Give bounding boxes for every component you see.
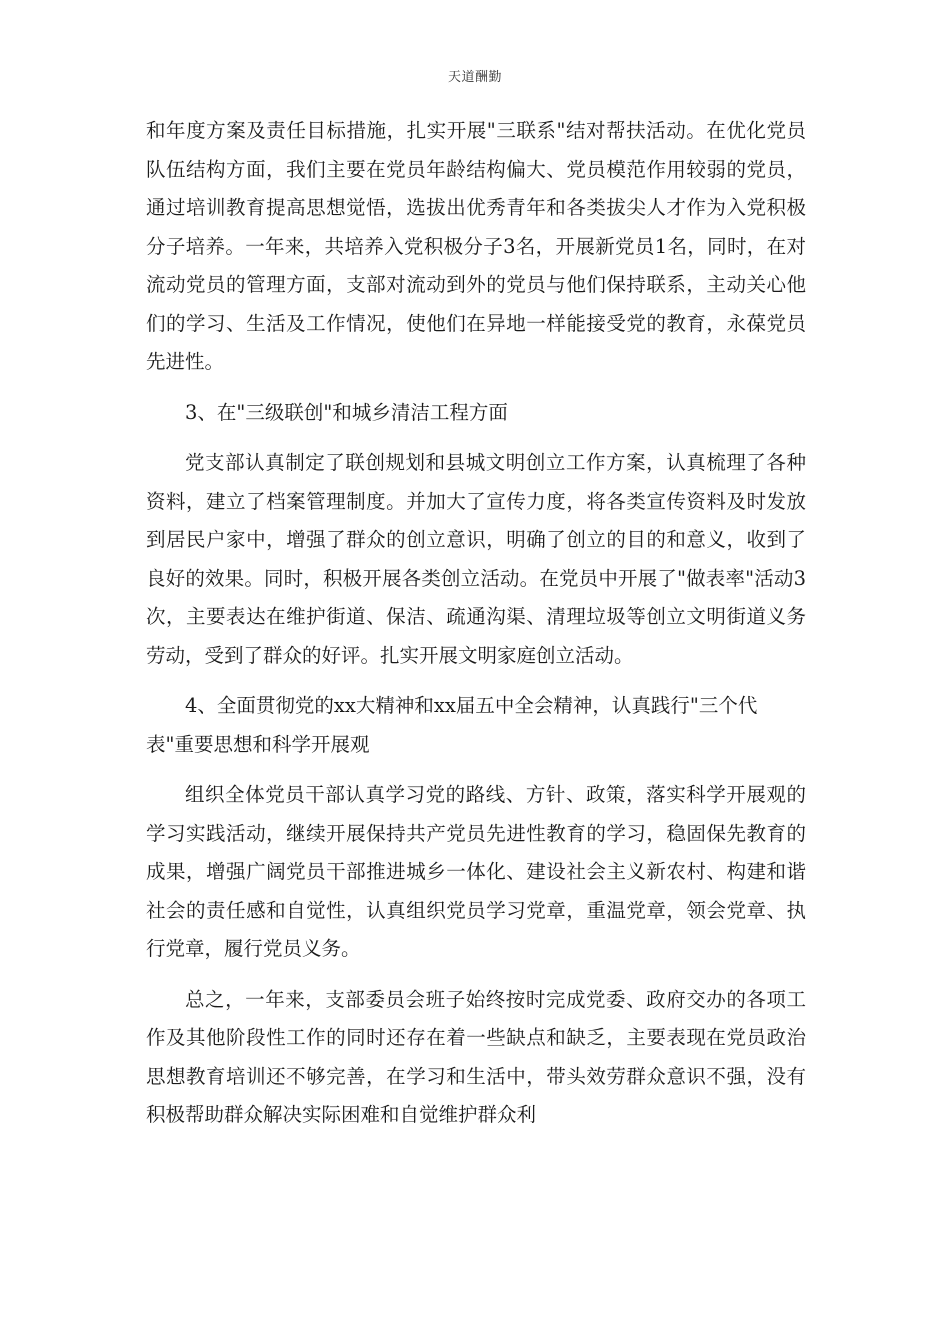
section-heading-4: 4、全面贯彻党的xx大精神和xx届五中全会精神，认真践行"三个代表"重要思想和科学开展观 — [146, 694, 758, 756]
page-header: 天道酬勤 — [447, 70, 502, 85]
paragraph-section-4: 组织全体党员干部认真学习党的路线、方针、政策，落实科学开展观的学习实践活动，继续开展保持共产党员先进性教育的学习，稳固保先教育的成果，增强广阔党员干部推进城乡一体化、建设社会主义新农村、构建和谐社会的责任感和自觉性，认真组织党员学习党章，重温党章，领会党章、执行党章，履行党员义务。 — [146, 783, 806, 960]
paragraph-continuation: 和年度方案及责任目标措施，扎实开展"三联系"结对帮扶活动。在优化党员队伍结构方面，我们主要在党员年龄结构偏大、党员模范作用较弱的党员，通过培训教育提高思想觉悟，选拔出优秀青年和各类拔尖人才作为入党积极分子培养。一年来，共培养入党积极分子3名，开展新党员1名，同时，在对流动党员的管理方面，支部对流动到外的党员与他们保持联系，主动关心他们的学习、生活及工作情况，使他们在异地一样能接受党的教育，永葆党员先进性。 — [146, 119, 806, 373]
document-body — [146, 112, 806, 1135]
paragraph-section-3: 党支部认真制定了联创规划和县城文明创立工作方案，认真梳理了各种资料，建立了档案管理制度。并加大了宣传力度，将各类宣传资料及时发放到居民户家中，增强了群众的创立意识，明确了创立的目的和意义，收到了良好的效果。同时，积极开展各类创立活动。在党员中开展了"做表率"活动3次，主要表达在维护街道、保洁、疏通沟渠、清理垃圾等创立文明街道义务劳动，受到了群众的好评。扎实开展文明家庭创立活动。 — [146, 451, 806, 667]
section-heading-3: 3、在"三级联创"和城乡清洁工程方面 — [185, 400, 508, 424]
paragraph-summary: 总之，一年来，支部委员会班子始终按时完成党委、政府交办的各项工作及其他阶段性工作的同时还存在着一些缺点和缺乏，主要表现在党员政治思想教育培训还不够完善，在学习和生活中，带头效劳群众意识不强，没有积极帮助群众解决实际困难和自觉维护群众利 — [146, 987, 806, 1126]
